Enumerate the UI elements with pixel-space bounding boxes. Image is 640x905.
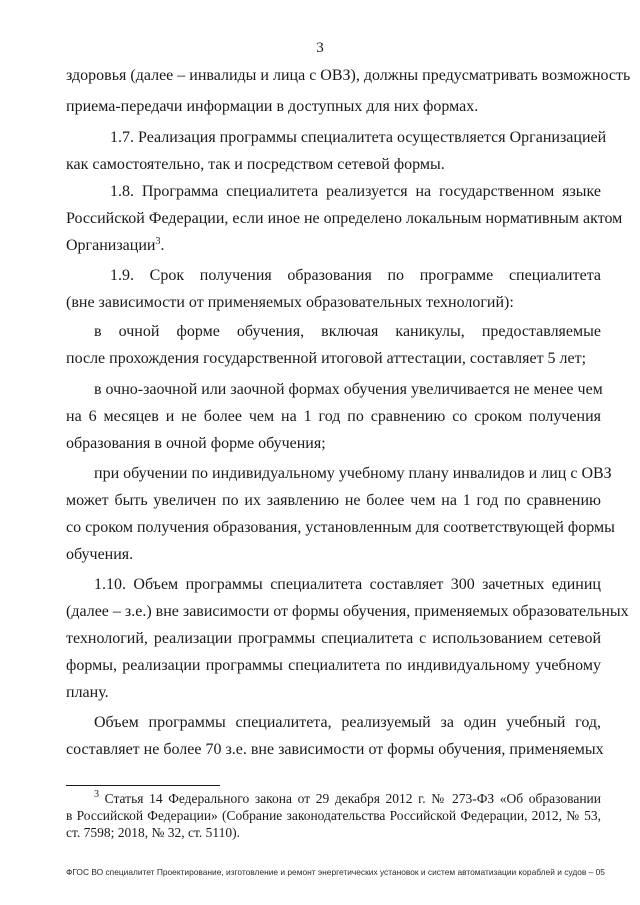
text-line: здоровья (далее – инвалиды и лица с ОВЗ), должны предусматривать возможность [66,67,631,84]
footnote-reference[interactable]: 3 [155,236,161,247]
text-line: технологий, реализации программы специалитета с использованием сетевой [66,630,601,647]
text-line: после прохождения государственной итоговой аттестации, составляет 5 лет; [66,350,587,367]
page-number: 3 [316,40,324,56]
footnote-line [94,791,601,807]
text-line: на 6 месяцев и не более чем на 1 год по сравнению со сроком получения [66,408,601,425]
footnote-line: ст. 7598; 2018, № 32, ст. 5110). [66,825,241,840]
text-line: в очно-заочной или заочной формах обучения увеличивается не менее чем [94,381,603,398]
text-line [66,236,601,256]
text-line: (вне зависимости от применяемых образовательных технологий): [66,294,514,311]
text-line: формы, реализации программы специалитета по индивидуальному учебному [66,657,601,674]
text-line: при обучении по индивидуальному учебному плану инвалидов и лиц с ОВЗ [94,465,612,482]
footnote-separator [66,785,220,786]
text-line: обучения. [66,546,134,563]
text-line: образования в очной форме обучения; [66,435,326,452]
text-line: 1.10. Объем программы специалитета составляет 300 зачетных единиц [94,576,601,593]
footnote-anchor-word: Организации [66,237,156,254]
text-line: Объем программы специалитета, реализуемый за один учебный год, [94,714,601,731]
text-line: 1.8. Программа специалитета реализуется на государственном языке [110,183,601,200]
text-line: 1.7. Реализация программы специалитета осуществляется Организацией [110,129,607,146]
text-line: (далее – з.е.) вне зависимости от формы обучения, применяемых образовательных [66,603,629,620]
text-line: составляет не более 70 з.е. вне зависимости от формы обучения, применяемых [66,741,604,758]
sentence-period: . [160,237,165,254]
footnote-mark: 3 [94,789,99,800]
text-line: со сроком получения образования, установленным для соответствующей формы [66,519,615,536]
document-footer: ФГОС ВО специалитет Проектирование, изготовление и ремонт энергетических установок и систем автоматизации кораблей и судов – 05 [66,867,605,877]
text-line: как самостоятельно, так и посредством сетевой формы. [66,156,445,173]
footnote-line: в Российской Федерации» (Собрание законодательства Российской Федерации, 2012, № 53, [66,808,601,823]
text-line: Российской Федерации, если иное не определено локальным нормативным актом [66,210,623,227]
text-line: может быть увеличен по их заявлению не более чем на 1 год по сравнению [66,492,601,509]
text-line: плану. [66,684,109,701]
footnote-text: Статья 14 Федерального закона от 29 декабря 2012 г. № 273-ФЗ «Об образовании [104,791,602,806]
text-line: приема-передачи информации в доступных для них формах. [66,98,479,115]
text-line: в очной форме обучения, включая каникулы, предоставляемые [94,323,601,340]
text-line: 1.9. Срок получения образования по программе специалитета [110,267,601,284]
